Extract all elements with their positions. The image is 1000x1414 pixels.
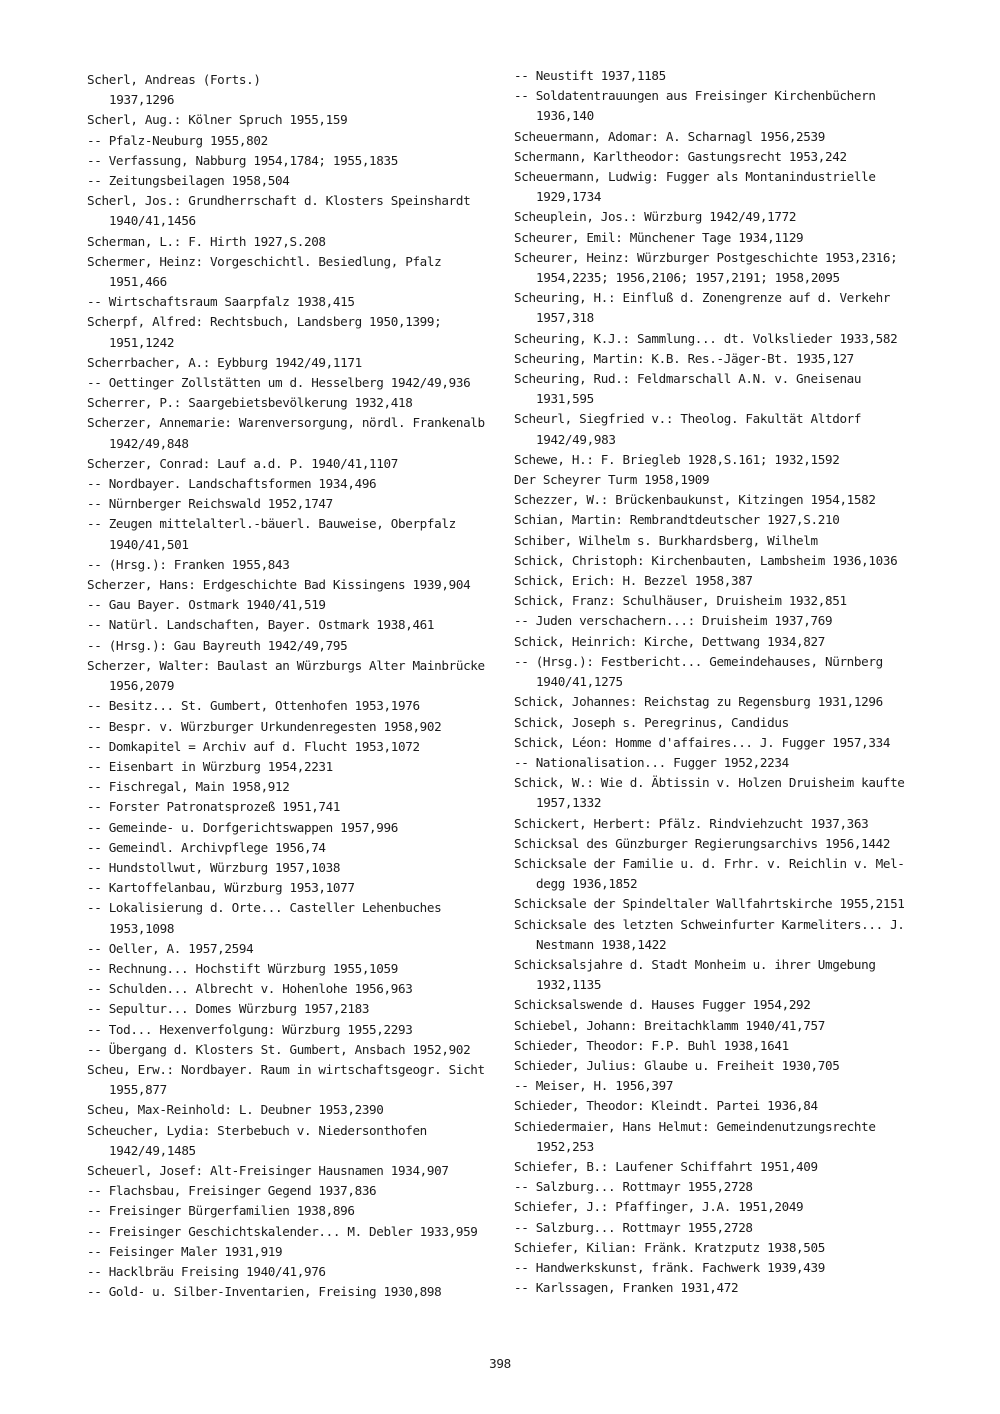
index-entry xyxy=(87,454,507,474)
index-entry-line: Schiefer, B.: Laufener Schiffahrt 1951,409 xyxy=(514,1158,818,1174)
index-entry-continuation: 1954,2235; 1956,2106; 1957,2191; 1958,2095 xyxy=(536,270,840,286)
index-entry-line: Scheuring, H.: Einfluß d. Zonengrenze auf d. Verkehr xyxy=(514,290,891,306)
index-entry xyxy=(514,1117,924,1157)
index-entry-line: -- Freisinger Bürgerfamilien 1938,896 xyxy=(87,1203,355,1219)
index-entry xyxy=(514,733,924,753)
index-entry-line: -- Salzburg... Rottmayr 1955,2728 xyxy=(514,1219,753,1235)
index-entry xyxy=(87,737,507,757)
index-entry-line: Scheuring, Rud.: Feldmarschall A.N. v. Gneisenau xyxy=(514,371,862,387)
index-entry xyxy=(87,110,507,130)
index-entry-line: -- Feisinger Maler 1931,919 xyxy=(87,1243,283,1259)
index-entry-line: -- Neustift 1937,1185 xyxy=(514,68,666,83)
index-entry xyxy=(87,1282,507,1302)
page-number: 398 xyxy=(489,1356,511,1371)
index-entry xyxy=(514,1096,924,1116)
index-entry-line: -- Pfalz-Neuburg 1955,802 xyxy=(87,132,268,148)
index-entry xyxy=(514,510,924,530)
index-entry-line: -- Nürnberger Reichswald 1952,1747 xyxy=(87,496,333,512)
index-entry-line: Schicksale der Familie u. d. Frhr. v. Reichlin v. Mel- xyxy=(514,855,905,871)
index-entry xyxy=(514,571,924,591)
index-entry xyxy=(87,353,507,373)
index-entry xyxy=(514,1197,924,1217)
index-entry xyxy=(514,713,924,733)
index-entry-line: Schick, Franz: Schulhäuser, Druisheim 1932,851 xyxy=(514,593,847,609)
left-column xyxy=(87,70,507,1302)
index-entry-line: Schiber, Wilhelm s. Burkhardsberg, Wilhelm xyxy=(514,532,818,548)
index-entry-line: Schiefer, J.: Pfaffinger, J.A. 1951,2049 xyxy=(514,1199,804,1215)
index-entry-line: Scheurl, Siegfried v.: Theolog. Fakultät Altdorf xyxy=(514,411,862,427)
index-entry-continuation: 1951,466 xyxy=(109,274,167,290)
index-entry-continuation: 1932,1135 xyxy=(536,977,602,993)
index-entry xyxy=(514,409,924,449)
index-entry-line: Scheu, Erw.: Nordbayer. Raum in wirtschaftsgeogr. Sicht xyxy=(87,1061,485,1077)
index-entry xyxy=(514,1258,924,1278)
index-entry xyxy=(87,797,507,817)
index-entry-continuation: 1956,2079 xyxy=(109,678,175,694)
index-entry-line: -- Flachsbau, Freisinger Gegend 1937,836 xyxy=(87,1183,377,1199)
index-entry xyxy=(87,1121,507,1161)
index-entry-line: Schick, Erich: H. Bezzel 1958,387 xyxy=(514,573,753,589)
index-entry xyxy=(514,591,924,611)
index-entry-line: Schezzer, W.: Brückenbaukunst, Kitzingen 1954,1582 xyxy=(514,492,876,508)
index-entry xyxy=(87,393,507,413)
index-entry-line: Scheuring, K.J.: Sammlung... dt. Volkslieder 1933,582 xyxy=(514,330,898,346)
index-entry xyxy=(87,373,507,393)
index-entry-continuation: 1937,1296 xyxy=(109,92,175,108)
index-entry-line: -- Sepultur... Domes Würzburg 1957,2183 xyxy=(87,1001,370,1017)
index-entry-line: -- Besitz... St. Gumbert, Ottenhofen 1953,1976 xyxy=(87,698,420,714)
index-entry-line: Schieder, Theodor: Kleindt. Partei 1936,84 xyxy=(514,1098,818,1114)
index-entry xyxy=(87,999,507,1019)
index-entry xyxy=(87,171,507,191)
index-entry-line: Schieder, Julius: Glaube u. Freiheit 1930,705 xyxy=(514,1057,840,1073)
index-entry xyxy=(87,1040,507,1060)
index-entry xyxy=(87,494,507,514)
index-entry-line: Schewe, H.: F. Briegleb 1928,S.161; 1932,1592 xyxy=(514,451,840,467)
index-entry-line: Scherzer, Annemarie: Warenversorgung, nördl. Frankenalb xyxy=(87,415,485,431)
index-entry-line: -- Rechnung... Hochstift Würzburg 1955,1059 xyxy=(87,960,398,976)
index-entry-line: -- Fischregal, Main 1958,912 xyxy=(87,779,290,795)
index-entry-line: Scherl, Aug.: Kölner Spruch 1955,159 xyxy=(87,112,348,128)
index-entry xyxy=(514,955,924,995)
index-entry xyxy=(87,818,507,838)
index-entry xyxy=(514,207,924,227)
index-entry xyxy=(87,575,507,595)
index-entry-line: -- Oettinger Zollstätten um d. Hesselberg 1942/49,936 xyxy=(87,375,471,391)
index-entry-line: -- Verfassung, Nabburg 1954,1784; 1955,1835 xyxy=(87,152,398,168)
index-entry-line: -- Hundstollwut, Würzburg 1957,1038 xyxy=(87,859,341,875)
index-entry-line: Scheucher, Lydia: Sterbebuch v. Niedersonthofen xyxy=(87,1122,427,1138)
index-entry xyxy=(87,1020,507,1040)
index-entry-continuation: 1952,253 xyxy=(536,1138,594,1154)
index-entry-line: Schieder, Theodor: F.P. Buhl 1938,1641 xyxy=(514,1037,789,1053)
index-entry xyxy=(514,915,924,955)
index-entry xyxy=(514,248,924,288)
index-entry xyxy=(87,757,507,777)
index-entry xyxy=(514,127,924,147)
index-entry xyxy=(87,1262,507,1282)
index-entry-continuation: 1957,318 xyxy=(536,310,594,326)
index-entry-continuation: 1942/49,1485 xyxy=(109,1142,196,1158)
index-entry xyxy=(87,312,507,352)
index-entry-continuation: 1929,1734 xyxy=(536,189,602,205)
index-entry-line: Scherrbacher, A.: Eybburg 1942/49,1171 xyxy=(87,354,362,370)
index-entry xyxy=(514,1036,924,1056)
index-entry-line: -- Nordbayer. Landschaftsformen 1934,496 xyxy=(87,476,377,492)
index-entry xyxy=(514,329,924,349)
index-entry xyxy=(87,1181,507,1201)
index-entry xyxy=(514,531,924,551)
index-entry-line: Scherpf, Alfred: Rechtsbuch, Landsberg 1950,1399; xyxy=(87,314,442,330)
index-entry xyxy=(87,1201,507,1221)
index-entry-continuation: 1953,1098 xyxy=(109,920,175,936)
index-entry xyxy=(514,369,924,409)
index-entry xyxy=(87,959,507,979)
index-entry xyxy=(87,474,507,494)
index-entry xyxy=(514,1076,924,1096)
index-entry-line: Schick, W.: Wie d. Äbtissin v. Holzen Druisheim kaufte xyxy=(514,775,905,791)
index-entry xyxy=(514,632,924,652)
index-entry-line: Schiefer, Kilian: Fränk. Kratzputz 1938,505 xyxy=(514,1239,825,1255)
index-entry xyxy=(514,490,924,510)
index-entry xyxy=(514,995,924,1015)
index-entry-line: -- (Hrsg.): Franken 1955,843 xyxy=(87,556,290,572)
index-entry xyxy=(87,1100,507,1120)
index-entry-line: Schicksalswende d. Hauses Fugger 1954,292 xyxy=(514,997,811,1013)
index-entry xyxy=(514,1278,924,1298)
index-entry-line: Scheuplein, Jos.: Würzburg 1942/49,1772 xyxy=(514,209,797,225)
index-entry-line: -- Gemeindl. Archivpflege 1956,74 xyxy=(87,839,326,855)
index-entry-line: Schian, Martin: Rembrandtdeutscher 1927,S.210 xyxy=(514,512,840,528)
index-entry-line: -- Domkapitel = Archiv auf d. Flucht 1953,1072 xyxy=(87,738,420,754)
index-entry xyxy=(514,86,924,126)
index-entry-continuation: 1942/49,983 xyxy=(536,431,616,447)
index-entry-line: Schermann, Karltheodor: Gastungsrecht 1953,242 xyxy=(514,148,847,164)
index-entry xyxy=(87,636,507,656)
index-entry-line: -- Karlssagen, Franken 1931,472 xyxy=(514,1280,739,1296)
index-entry xyxy=(87,131,507,151)
index-entry xyxy=(514,66,924,86)
index-entry-line: Schick, Heinrich: Kirche, Dettwang 1934,827 xyxy=(514,633,825,649)
index-entry-line: -- Zeugen mittelalterl.-bäuerl. Bauweise, Oberpfalz xyxy=(87,516,456,532)
index-entry-line: -- Eisenbart in Würzburg 1954,2231 xyxy=(87,758,333,774)
index-entry-continuation: Nestmann 1938,1422 xyxy=(536,936,667,952)
index-entry-line: -- Tod... Hexenverfolgung: Würzburg 1955,2293 xyxy=(87,1021,413,1037)
index-entry xyxy=(514,814,924,834)
index-entry-line: -- (Hrsg.): Gau Bayreuth 1942/49,795 xyxy=(87,637,348,653)
index-entry-line: Der Scheyrer Turm 1958,1909 xyxy=(514,472,710,488)
index-entry-continuation: 1942/49,848 xyxy=(109,435,189,451)
index-entry-line: Schicksale des letzten Schweinfurter Karmeliters... J. xyxy=(514,916,905,932)
index-entry xyxy=(87,1060,507,1100)
index-entry xyxy=(87,252,507,292)
index-entry-line: -- Juden verschachern...: Druisheim 1937,769 xyxy=(514,613,833,629)
index-entry xyxy=(514,228,924,248)
index-entry-line: -- Übergang d. Klosters St. Gumbert, Ansbach 1952,902 xyxy=(87,1041,471,1057)
index-entry-continuation: 1931,595 xyxy=(536,391,594,407)
index-entry-continuation: 1951,1242 xyxy=(109,334,175,350)
index-entry-continuation: degg 1936,1852 xyxy=(536,876,638,892)
index-entry-line: -- Zeitungsbeilagen 1958,504 xyxy=(87,173,290,189)
index-entry xyxy=(87,696,507,716)
index-entry-line: -- Oeller, A. 1957,2594 xyxy=(87,940,254,956)
index-entry-line: Schick, Johannes: Reichstag zu Regensburg 1931,1296 xyxy=(514,694,883,710)
index-entry-line: Schick, Christoph: Kirchenbauten, Lambsheim 1936,1036 xyxy=(514,552,898,568)
index-entry-line: Schick, Léon: Homme d'affaires... J. Fugger 1957,334 xyxy=(514,734,891,750)
index-entry-line: -- Nationalisation... Fugger 1952,2234 xyxy=(514,754,789,770)
index-entry xyxy=(514,894,924,914)
index-entry xyxy=(514,450,924,470)
index-entry-line: Schicksale der Spindeltaler Wallfahrtskirche 1955,2151 xyxy=(514,896,905,912)
index-entry xyxy=(87,939,507,959)
index-entry xyxy=(87,858,507,878)
index-entry xyxy=(514,773,924,813)
index-entry xyxy=(87,979,507,999)
index-entry-continuation: 1955,877 xyxy=(109,1082,167,1098)
index-entry-line: -- Gold- u. Silber-Inventarien, Freising 1930,898 xyxy=(87,1284,442,1300)
index-entry-line: Scherzer, Hans: Erdgeschichte Bad Kissingens 1939,904 xyxy=(87,577,471,593)
index-entry-line: -- Freisinger Geschichtskalender... M. Debler 1933,959 xyxy=(87,1223,478,1239)
index-entry xyxy=(514,611,924,631)
index-entry-line: Scheu, Max-Reinhold: L. Deubner 1953,2390 xyxy=(87,1102,384,1118)
index-entry xyxy=(87,717,507,737)
index-entry xyxy=(87,1161,507,1181)
index-entry-line: -- Gemeinde- u. Dorfgerichtswappen 1957,996 xyxy=(87,819,398,835)
index-entry-line: Schicksal des Günzburger Regierungsarchivs 1956,1442 xyxy=(514,835,891,851)
index-entry xyxy=(87,595,507,615)
index-entry xyxy=(87,555,507,575)
index-entry xyxy=(87,191,507,231)
index-entry-line: -- Kartoffelanbau, Würzburg 1953,1077 xyxy=(87,880,355,896)
index-entry-line: -- Wirtschaftsraum Saarpfalz 1938,415 xyxy=(87,294,355,310)
index-entry-line: -- (Hrsg.): Festbericht... Gemeindehauses, Nürnberg xyxy=(514,653,883,669)
index-entry-line: Scherzer, Conrad: Lauf a.d. P. 1940/41,1107 xyxy=(87,455,398,471)
index-entry xyxy=(514,1218,924,1238)
right-column xyxy=(514,66,924,1298)
index-entry-line: Scherl, Andreas (Forts.) xyxy=(87,72,261,87)
index-entry-continuation: 1940/41,1456 xyxy=(109,213,196,229)
index-entry xyxy=(514,470,924,490)
index-entry-line: -- Hacklbräu Freising 1940/41,976 xyxy=(87,1263,326,1279)
index-entry xyxy=(87,292,507,312)
index-entry-line: -- Schulden... Albrecht v. Hohenlohe 1956,963 xyxy=(87,981,413,997)
index-entry xyxy=(514,167,924,207)
index-entry xyxy=(514,854,924,894)
index-entry xyxy=(87,514,507,554)
index-entry-line: Scheurer, Emil: Münchener Tage 1934,1129 xyxy=(514,229,804,245)
index-entry-continuation: 1940/41,1275 xyxy=(536,674,623,690)
index-entry xyxy=(87,413,507,453)
index-entry-line: Scherl, Jos.: Grundherrschaft d. Klosters Speinshardt xyxy=(87,193,471,209)
index-entry-continuation: 1957,1332 xyxy=(536,795,602,811)
index-entry xyxy=(514,1016,924,1036)
index-entry xyxy=(87,151,507,171)
index-entry-continuation: 1940/41,501 xyxy=(109,536,189,552)
index-entry-line: Schiebel, Johann: Breitachklamm 1940/41,757 xyxy=(514,1017,825,1033)
index-entry-line: Scherman, L.: F. Hirth 1927,S.208 xyxy=(87,233,326,249)
index-entry xyxy=(514,753,924,773)
index-entry xyxy=(514,652,924,692)
index-entry xyxy=(87,878,507,898)
index-entry-line: -- Forster Patronatsprozeß 1951,741 xyxy=(87,799,341,815)
index-entry-line: Scherzer, Walter: Baulast an Würzburgs Alter Mainbrücke xyxy=(87,657,485,673)
index-entry xyxy=(87,838,507,858)
index-entry-line: Schermer, Heinz: Vorgeschichtl. Besiedlung, Pfalz xyxy=(87,253,442,269)
index-entry xyxy=(514,147,924,167)
index-entry-line: Scheurer, Heinz: Würzburger Postgeschichte 1953,2316; xyxy=(514,249,898,265)
index-entry-line: -- Handwerkskunst, fränk. Fachwerk 1939,439 xyxy=(514,1259,825,1275)
index-entry-line: Scheuermann, Ludwig: Fugger als Montanindustrielle xyxy=(514,169,876,185)
index-entry xyxy=(87,70,507,110)
index-entry xyxy=(514,1177,924,1197)
index-entry xyxy=(87,898,507,938)
index-entry-line: -- Gau Bayer. Ostmark 1940/41,519 xyxy=(87,597,326,613)
index-entry-continuation: 1936,140 xyxy=(536,108,594,124)
index-entry-line: Schicksalsjahre d. Stadt Monheim u. ihrer Umgebung xyxy=(514,956,876,972)
index-entry xyxy=(514,1056,924,1076)
index-entry-line: -- Meiser, H. 1956,397 xyxy=(514,1078,674,1094)
index-entry xyxy=(514,1157,924,1177)
index-entry xyxy=(87,1242,507,1262)
index-entry xyxy=(514,1238,924,1258)
index-entry-line: Scheuermann, Adomar: A. Scharnagl 1956,2539 xyxy=(514,128,825,144)
index-entry-line: Scherrer, P.: Saargebietsbevölkerung 1932,418 xyxy=(87,395,413,411)
index-entry-line: -- Soldatentrauungen aus Freisinger Kirchenbüchern xyxy=(514,88,876,104)
index-entry xyxy=(87,656,507,696)
index-entry-line: Scheuerl, Josef: Alt-Freisinger Hausnamen 1934,907 xyxy=(87,1162,449,1178)
index-entry-line: Schick, Joseph s. Peregrinus, Candidus xyxy=(514,714,789,730)
index-entry-line: -- Salzburg... Rottmayr 1955,2728 xyxy=(514,1179,753,1195)
index-entry xyxy=(87,615,507,635)
index-entry xyxy=(87,1222,507,1242)
index-entry xyxy=(87,232,507,252)
index-entry xyxy=(514,834,924,854)
index-entry-line: Schiedermaier, Hans Helmut: Gemeindenutzungsrechte xyxy=(514,1118,876,1134)
index-entry-line: -- Lokalisierung d. Orte... Casteller Lehenbuches xyxy=(87,900,442,916)
index-entry-line: Scheuring, Martin: K.B. Res.-Jäger-Bt. 1935,127 xyxy=(514,350,854,366)
index-entry xyxy=(514,349,924,369)
index-entry-line: -- Bespr. v. Würzburger Urkundenregesten 1958,902 xyxy=(87,718,442,734)
index-entry xyxy=(514,692,924,712)
index-entry-line: -- Natürl. Landschaften, Bayer. Ostmark 1938,461 xyxy=(87,617,435,633)
index-entry xyxy=(514,551,924,571)
index-entry-line: Schickert, Herbert: Pfälz. Rindviehzucht 1937,363 xyxy=(514,815,869,831)
index-entry xyxy=(87,777,507,797)
index-entry xyxy=(514,288,924,328)
